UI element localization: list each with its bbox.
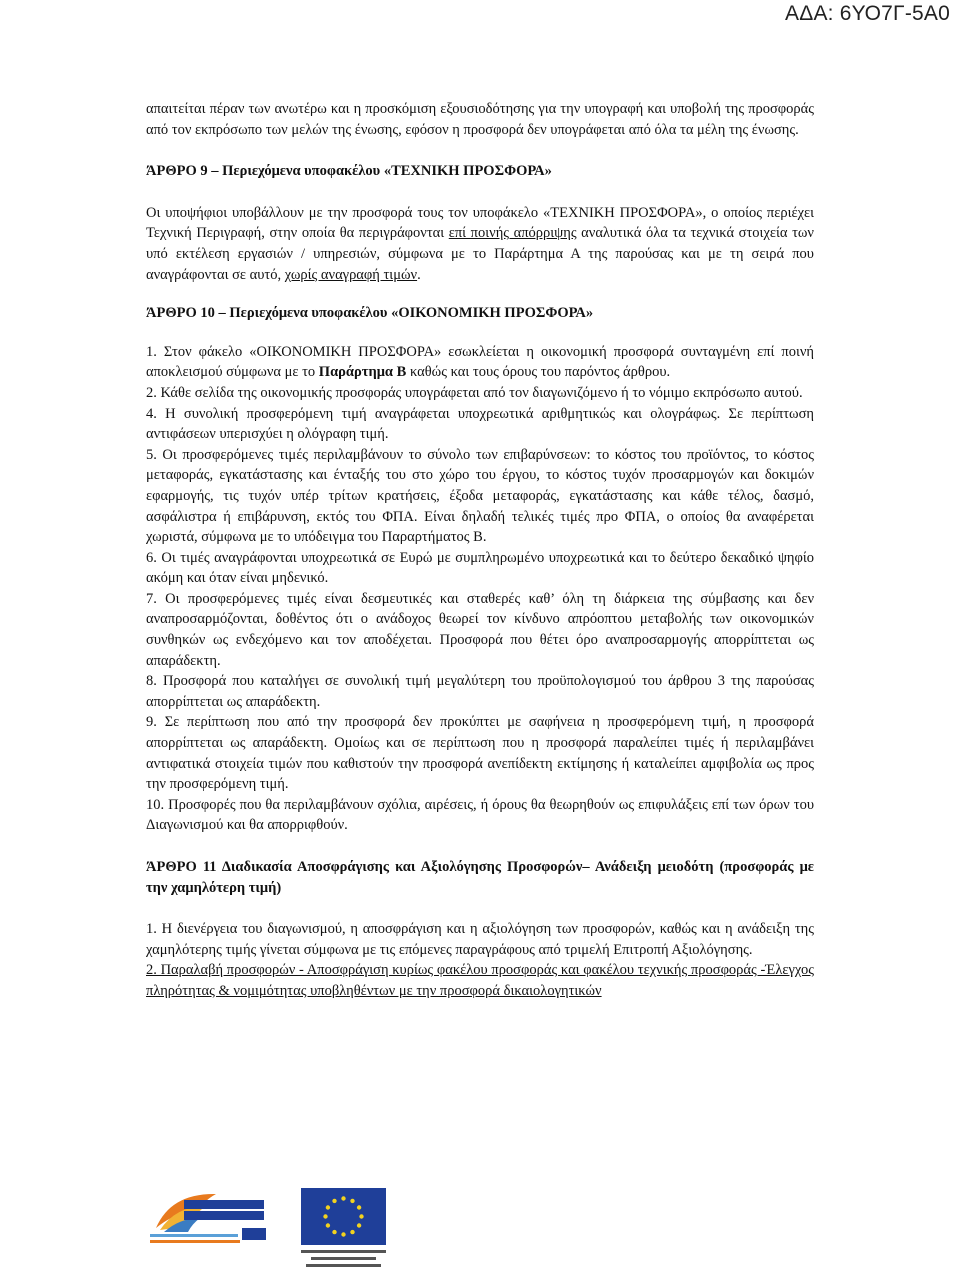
eu-star (326, 1223, 330, 1227)
article-10-p9: 9. Σε περίπτωση που από την προσφορά δεν προκύπτει με σαφήνεια η προσφερόμενη τιμή, η προσφορά απορρίπτεται ως απαράδεκτη. Ομοίως και σε περίπτωση που η προσφορά παραλείπει τιμές ή περιλαμβάνει αντιφατικά στοιχεία τιμών που καθιστούν την προσφορά ανεπίδεκτη εκτίμησης ή καταλείπει αμφιβολία ως προς την προσφερόμενη τιμή. (146, 714, 814, 793)
eu-flag-logo (296, 1180, 391, 1275)
footer-logos (146, 1180, 814, 1275)
eu-star (332, 1230, 336, 1234)
article-10-p5: 5. Οι προσφερόμενες τιμές περιλαμβάνουν το σύνολο των επιβαρύνσεων: το κόστος του προϊόντος, το κόστος μεταφοράς, εγκατάστασης και ένταξής του στο χώρο του έργου, το κόστος τυχόν προσαρμογών και δοκιμών εφαρμογής, τις τυχόν υπέρ τρίτων κρατήσεις, έξοδα μεταφοράς, εγκατάστασης και κάθε τέλος, δασμό, ασφάλιστρα ή επιβάρυνση, εκτός του ΦΠΑ. Είναι δηλαδή τελικές τιμές προ ΦΠΑ, ο οποίος θα αναφέρεται χωριστά, σύμφωνα με το υπόδειγμα του Παραρτήματος Β. (146, 446, 814, 546)
eu-star (323, 1214, 327, 1218)
article-10-p2: 2. Κάθε σελίδα της οικονομικής προσφοράς υπογράφεται από τον διαγωνιζόμενο ή το νόμιμο εκπρόσωπο αυτού. (146, 384, 803, 401)
article-9-text-2: αναλυτικά όλα τα τεχνικά στοιχεία των υπό εκτέλεση εργασιών / υπηρεσιών, σύμφωνα με το Παράρτημα Α της παρούσας και με τη σειρά που αναγράφονται σε αυτό, (146, 225, 814, 283)
eu-star (357, 1223, 361, 1227)
eu-star (359, 1214, 363, 1218)
article-10-title: ΆΡΘΡΟ 10 – Περιεχόμενα υποφακέλου «ΟΙΚΟΝΟΜΙΚΗ ΠΡΟΣΦΟΡΑ» (146, 305, 594, 322)
eu-star (341, 1196, 345, 1200)
article-10-p1-end: καθώς και τους όρους του παρόντος άρθρου. (406, 364, 671, 381)
article-9-title: ΆΡΘΡΟ 9 – Περιεχόμενα υποφακέλου «ΤΕΧΝΙΚΗ ΠΡΟΣΦΟΡΑ» (146, 163, 552, 180)
eu-star (357, 1205, 361, 1209)
article-9-underline-1: επί ποινής απόρριψης (448, 225, 577, 242)
article-10-p1-bold: Παράρτημα Β (318, 364, 407, 381)
eu-star (350, 1230, 354, 1234)
eu-star (326, 1205, 330, 1209)
ada-code: ΑΔΑ: 6ΥΟ7Γ-5Α0 (785, 2, 950, 25)
article-10-p8: 8. Προσφορά που καταλήγει σε συνολική τιμή μεγαλύτερη του προϋπολογισμού του άρθρου 3 της παρούσας απορρίπτεται ως απαράδεκτη. (146, 673, 814, 710)
epan-logo (146, 1188, 271, 1248)
eu-star (341, 1232, 345, 1236)
article-10-p1-text: 1. Στον φάκελο «ΟΙΚΟΝΟΜΙΚΗ ΠΡΟΣΦΟΡΑ» εσωκλείεται η οικονομική προσφορά συνταγμένη επί ποινή αποκλεισμού σύμφωνα με το (146, 343, 814, 381)
document-body (146, 99, 814, 1002)
article-9-text-1: Οι υποψήφιοι υποβάλλουν με την προσφορά τους τον υποφάκελο «ΤΕΧΝΙΚΗ ΠΡΟΣΦΟΡΑ», ο οποίος περιέχει Τεχνική Περιγραφή, στην οποία θα περιγράφονται (146, 204, 814, 242)
article-11-title: ΆΡΘΡΟ 11 Διαδικασία Αποσφράγισης και Αξιολόγησης Προσφορών– Ανάδειξη μειοδότη (προσφοράς με την χαμηλότερη τιμή) (146, 859, 814, 896)
eu-star (350, 1199, 354, 1203)
article-9-end: . (417, 266, 421, 283)
article-10-p1 (146, 342, 814, 383)
article-10-p6: 6. Οι τιμές αναγράφονται υποχρεωτικά σε Ευρώ με συμπληρωμένο υποχρεωτικά και το δεύτερο δεκαδικό ψηφίο ακόμη και όταν είναι μηδενικό. (146, 549, 814, 587)
article-10-p7: 7. Οι προσφερόμενες τιμές είναι δεσμευτικές και σταθερές καθ’ όλη τη διάρκεια της σύμβασης και δεν αναπροσαρμόζονται, δοθέντος ότι ο ανάδοχος θεωρεί τον κίνδυνο απρόοπτου μεταβολής των οικονομικών συνθηκών ως ενδεχόμενο και τον αποδέχεται. Προσφορά που θέτει όρο αναπροσαρμογής απορρίπτεται ως απαράδεκτη. (146, 590, 814, 669)
article-9-underline-2: χωρίς αναγραφή τιμών (284, 266, 418, 283)
article-10-p10: 10. Προσφορές που θα περιλαμβάνουν σχόλια, αιρέσεις, ή όρους θα θεωρηθούν ως επιφυλάξεις επί των όρων του Διαγωνισμού και θα απορριφθούν. (146, 796, 814, 834)
article-11-p2: 2. Παραλαβή προσφορών - Αποσφράγιση κυρίως φακέλου προσφοράς και φακέλου τεχνικής προσφοράς -Έλεγχος πληρότητας & νομιμότητας υποβληθέντων με την προσφορά δικαιολογητικών (146, 962, 814, 999)
article-9-body (146, 203, 814, 285)
article-10-p4: 4. Η συνολική προσφερόμενη τιμή αναγράφεται υποχρεωτικά αριθμητικώς και ολογράφως. Σε περίπτωση αντιφάσεων υπερισχύει η ολόγραφη τιμή. (146, 405, 814, 443)
eu-star (332, 1199, 336, 1203)
article-11-p1: 1. Η διενέργεια του διαγωνισμού, η αποσφράγιση και η αξιολόγηση των προσφορών, καθώς και η ανάδειξη της χαμηλότερης τιμής γίνεται σύμφωνα με τις επόμενες παραγράφους από τριμελή Επιτροπή Αξιολόγησης. (146, 921, 814, 958)
intro-paragraph: απαιτείται πέραν των ανωτέρω και η προσκόμιση εξουσιοδότησης για την υπογραφή και υποβολή της προσφοράς από τον εκπρόσωπο των μελών της ένωσης, εφόσον η προσφορά δεν υπογράφεται από όλα τα μέλη της ένωσης. (146, 101, 814, 138)
